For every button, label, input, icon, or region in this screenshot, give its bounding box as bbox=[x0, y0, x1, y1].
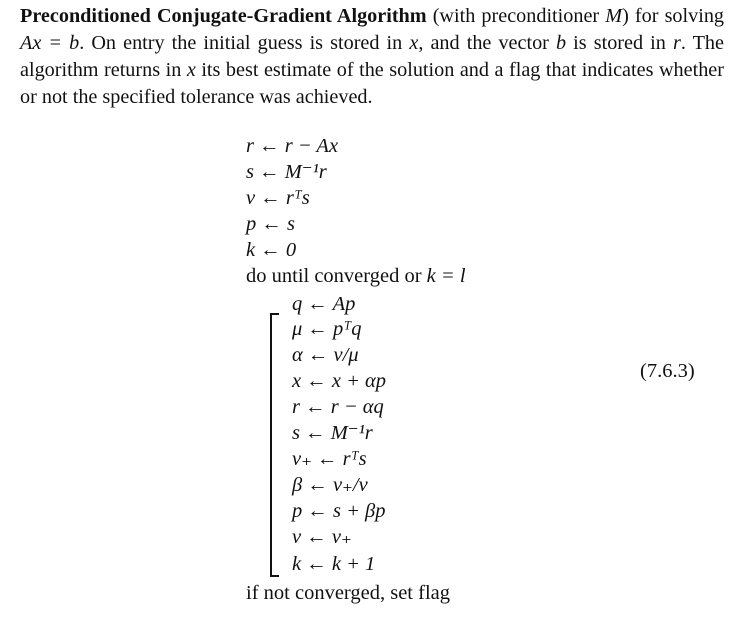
desc-text: (with preconditioner bbox=[426, 5, 606, 27]
math-equation: Ax = b bbox=[20, 32, 80, 54]
desc-text: , and the vector bbox=[418, 32, 556, 54]
init-step-counter: k ← 0 bbox=[246, 239, 297, 261]
loop-step-q: q ← Ap bbox=[292, 293, 356, 315]
loop-step-r: r ← r − αq bbox=[292, 396, 384, 418]
loop-step-s: s ← M⁻¹r bbox=[292, 422, 373, 444]
math-r: r bbox=[672, 32, 681, 54]
loop-header bbox=[246, 263, 466, 290]
loop-step-alpha: α ← ν/μ bbox=[292, 344, 359, 366]
loop-step-p: p ← s + βp bbox=[292, 500, 386, 522]
loop-step-nu-plus: ν₊ ← rᵀs bbox=[292, 448, 367, 470]
init-step-direction: p ← s bbox=[246, 213, 295, 235]
loop-step-x: x ← x + αp bbox=[292, 370, 387, 392]
math-M: M bbox=[605, 5, 623, 27]
loop-header-text: do until converged or bbox=[246, 265, 427, 287]
algorithm-footer: if not converged, set flag bbox=[246, 582, 450, 604]
math-x: x bbox=[409, 32, 419, 54]
algorithm-description bbox=[20, 3, 724, 111]
loop-step-nu: ν ← ν₊ bbox=[292, 526, 352, 548]
desc-text: is stored in bbox=[566, 32, 673, 54]
init-step-precondition: s ← M⁻¹r bbox=[246, 161, 327, 183]
math-x: x bbox=[186, 59, 196, 81]
algorithm-title: Preconditioned Conjugate-Gradient Algorithm bbox=[20, 5, 427, 27]
loop-step-beta: β ← ν₊/ν bbox=[292, 474, 368, 496]
desc-text: . On entry the initial guess is stored in bbox=[79, 32, 410, 54]
desc-text: ) for solving bbox=[622, 5, 725, 27]
desc-text: its best estimate of the solution and a flag that indicates whether or not the specified tolerance was achieved. bbox=[20, 59, 724, 108]
init-step-nu: ν ← rᵀs bbox=[246, 187, 310, 209]
loop-step-k: k ← k + 1 bbox=[292, 553, 376, 575]
desc-text: . The algorithm returns in bbox=[20, 32, 724, 81]
loop-step-mu: μ ← pᵀq bbox=[292, 318, 362, 340]
loop-condition: k = l bbox=[426, 265, 466, 287]
init-step-residual: r ← r − Ax bbox=[246, 135, 339, 157]
math-b: b bbox=[556, 32, 567, 54]
loop-bracket bbox=[270, 313, 279, 577]
equation-number: (7.6.3) bbox=[640, 360, 695, 382]
